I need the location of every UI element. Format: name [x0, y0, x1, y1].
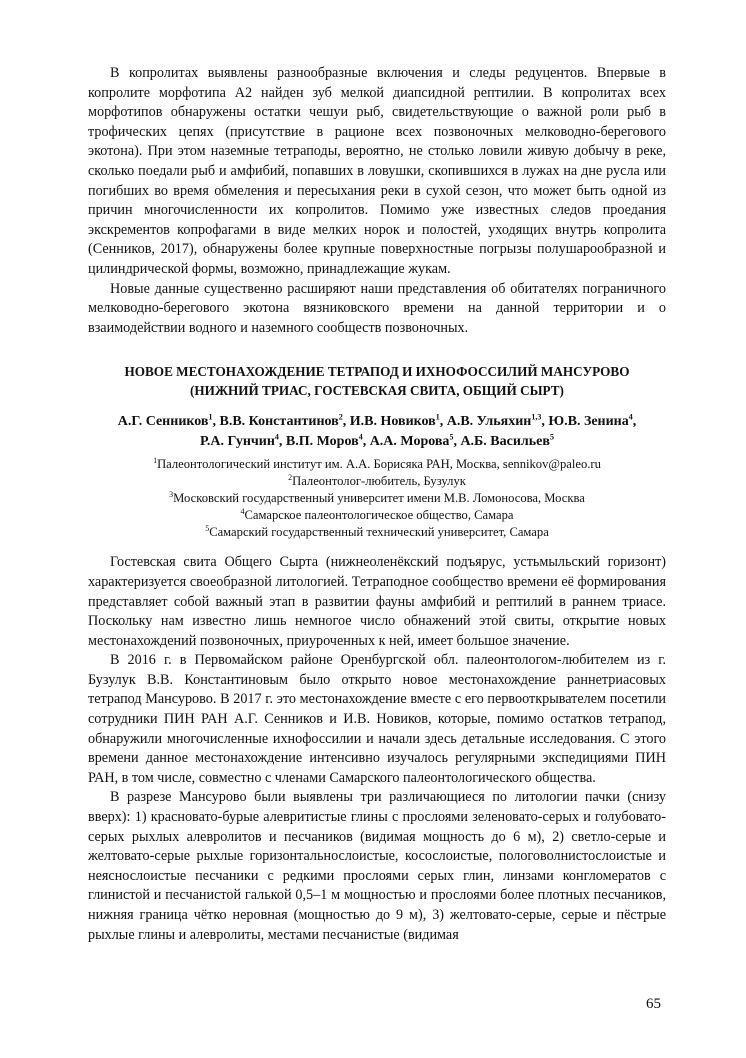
affiliation-item [88, 473, 666, 490]
author-name: А.Г. Сенников [117, 414, 209, 430]
affiliation-text: Самарский государственный технический университет, Самара [209, 525, 549, 540]
author-list [88, 412, 666, 452]
affiliation-text: Палеонтологический институт им. А.А. Борисяка РАН, Москва, sennikov@paleo.ru [157, 457, 601, 472]
author-line-2: Р.А. Гунчин$^4$, В.П. Моров$^4$, А.А. Морова$^5$, А.Б. Васильев$^5$ [200, 432, 554, 450]
affiliation-mark: 5 [205, 524, 210, 534]
author-name: А.Б. Васильев [460, 434, 550, 450]
page-number: 65 [646, 996, 661, 1012]
affiliation-list [88, 456, 666, 541]
author-affiliation-mark: 5 [549, 432, 554, 442]
author-name: А.В. Ульяхин [446, 414, 532, 430]
article-title [88, 362, 666, 400]
author-affiliation-mark: 5 [449, 432, 454, 442]
author-line-1: А.Г. Сенников$^1$, В.В. Константинов$^2$, И.В. Новиков$^1$, А.В. Ульяхин$^{1,3}$, Ю.В. Зенина$^4$, [117, 412, 637, 430]
body-paragraph-2: В 2016 г. в Первомайском районе Оренбургской обл. палеонтологом-любителем из г. Бузулук В.В. Константиновым было открыто новое местонахождение раннетриасовых тетрапод Мансурово. В 2017 г. это местонахождение вместе с его первооткрывателем посетили сотрудники ПИН РАН А.Г. Сенников и И.В. Новиков, которые, помимо остатков тетрапод, обнаружили многочисленные ихнофоссилии и начали здесь детальные исследования. С этого времени данное местонахождение интенсивно изучалось регулярными экспедициями ПИН РАН, в том числе, совместно с членами Самарского палеонтологического общества. [88, 652, 666, 786]
author-affiliation-mark: 4 [274, 432, 279, 442]
affiliation-mark: 4 [240, 507, 245, 517]
author-name: В.В. Константинов [219, 414, 339, 430]
affiliation-text: Самарское палеонтологическое общество, Самара [244, 508, 514, 523]
affiliation-text: Палеонтолог-любитель, Бузулук [292, 474, 466, 489]
author-name: Ю.В. Зенина [548, 414, 629, 430]
affiliation-mark: 2 [288, 473, 293, 483]
author-affiliation-mark: 2 [338, 412, 343, 422]
author-affiliation-mark: 4 [358, 432, 363, 442]
author-name: И.В. Новиков [349, 414, 436, 430]
body-paragraph-3: В разрезе Мансурово были выявлены три различающиеся по литологии пачки (снизу вверх): 1) красновато-бурые алевритистые глины с прослоями зеленовато-серых и голубовато-серых рыхлых алевролитов и песчаников (видимая мощность до 6 м), 2) светло-серые и желтовато-серые рыхлые горизонтальнослоистые, косослоистые, пологоволнистослоистые и неяснослоистые песчаники с редкими прослоями серых глин, линзами конгломератов с глинистой и песчанистой галькой 0,5–1 м мощностью и прослоями более плотных песчаников, нижняя граница чётко неровная (мощностью до 9 м), 3) желтовато-серые, серые и пёстрые рыхлые глины и алевролиты, местами песчанистые (видимая [88, 789, 666, 943]
section-gap [88, 541, 666, 553]
author-affiliation-mark: 1 [208, 412, 213, 422]
affiliation-item [88, 507, 666, 524]
affiliation-mark: 1 [153, 456, 158, 466]
article-title-line-2: (НИЖНИЙ ТРИАС, ГОСТЕВСКАЯ СВИТА, ОБЩИЙ СЫРТ) [190, 383, 564, 399]
intro-paragraph-2: Новые данные существенно расширяют наши представления об обитателях пограничного мелководно-берегового экотона вязниковского времени на данной территории и о взаимодействии водного и наземного сообществ позвоночных. [88, 280, 666, 336]
author-name: А.А. Морова [369, 434, 450, 450]
author-affiliation-mark: 1,3 [531, 412, 542, 422]
page-content [88, 64, 666, 945]
affiliation-text: Московский государственный университет имени М.В. Ломоносова, Москва [173, 491, 585, 506]
author-name: В.П. Моров [285, 434, 359, 450]
affiliation-item [88, 490, 666, 507]
author-name: Р.А. Гунчин [200, 434, 275, 450]
affiliation-item [88, 524, 666, 541]
affiliation-item [88, 456, 666, 473]
author-affiliation-mark: 1 [435, 412, 440, 422]
author-affiliation-mark: 4 [628, 412, 633, 422]
affiliation-mark: 3 [169, 490, 174, 500]
article-title-line-1: НОВОЕ МЕСТОНАХОЖДЕНИЕ ТЕТРАПОД И ИХНОФОССИЛИЙ МАНСУРОВО [124, 364, 630, 380]
body-paragraph-1: Гостевская свита Общего Сырта (нижнеоленёкский подъярус, устьмыльский горизонт) характеризуется своеобразной литологией. Тетраподное сообщество времени её формирования представляет собой важный этап в развитии фауны амфибий и рептилий в раннем триасе. Поскольку нам известно лишь немногое число обнажений этой свиты, открытие новых местонахождений позвоночных, приуроченных к ней, имеет большое значение. [88, 554, 666, 649]
intro-paragraph-1: В копролитах выявлены разнообразные включения и следы редуцентов. Впервые в копролите морфотипа А2 найден зуб мелкой диапсидной рептилии. В копролитах всех морфотипов обнаружены остатки чешуи рыб, свидетельствующие о важной роли рыб в трофических цепях (присутствие в рационе всех позвоночных мелководно-берегового экотона). При этом наземные тетраподы, вероятно, не столько ловили живую добычу в реке, сколько поедали рыб и амфибий, попавших в ловушки, скопившихся в лужах на дне русла или погибших во время обмеления и пересыхания реки в сухой сезон, что может быть одной из причин многочисленности их копролитов. Помимо уже известных следов проедания экскрементов копрофагами в виде мелких норок и полостей, уходящих внутрь копролита (Сенников, 2017), обнаружены более крупные поверхностные погрызы полушарообразной и цилиндрической формы, возможно, принадлежащие жукам. [88, 65, 666, 277]
